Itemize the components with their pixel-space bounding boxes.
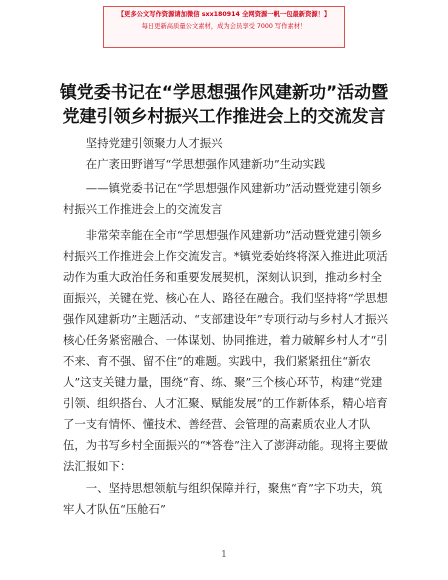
document-title-line2: 党建引领乡村振兴工作推进会上的交流发言	[62, 107, 386, 127]
page-number: 1	[221, 550, 227, 560]
promo-banner-line1: 【更多公文写作资源请加微信 sxx180914 全网资源一帆一包最新资源！】	[117, 11, 331, 18]
body-paragraph-1: 非常荣幸能在全市“学思想强作风建新功”活动暨党建引领乡村振兴工作推进会上作交流发言。*镇党委始终将深入推进此项活动作为重大政治任务和重要发展契机，深刻认识到，推动乡村全面振兴，关键在党、核心在人、路径在融合。我们坚持将“学思想强作风建新功”主题活动、“支部建设年”专项行动与乡村人才振兴核心任务紧密融合、一体谋划、协同推进，着力破解乡村人才“引不来、育不强、留不住”的难题。实践中，我们紧紧扭住“新农人”这支关键力量，围绕“育、练、聚”三个核心环节，构建“党建引领、组织搭台、人才汇聚、赋能发展”的工作新体系，精心培育了一支有情怀、懂技术、善经营、会管理的高素质农业人才队伍，为书写乡村全面振兴的“*答卷”注入了澎湃动能。现将主要做法汇报如下：	[63, 228, 389, 473]
attribution-paragraph: ——镇党委书记在“学思想强作风建新功”活动暨党建引领乡村振兴工作推进会上的交流发言	[63, 181, 383, 216]
document-subtitle: 坚持党建引领聚力人才振兴	[85, 136, 223, 150]
promo-banner-line2: 每日更新高质量公文素材，成为会员享受 7000 写作素材！	[141, 23, 307, 30]
body-paragraph-2: 一、坚持思想领航与组织保障并行，聚焦“育”字下功夫，筑牢人才队伍“压舱石”	[63, 481, 383, 516]
sub-heading: 在广袤田野谱写“学思想强作风建新功”生动实践	[85, 157, 326, 171]
promo-banner	[103, 6, 345, 48]
document-title-line1: 镇党委书记在“学思想强作风建新功”活动暨	[59, 83, 389, 103]
